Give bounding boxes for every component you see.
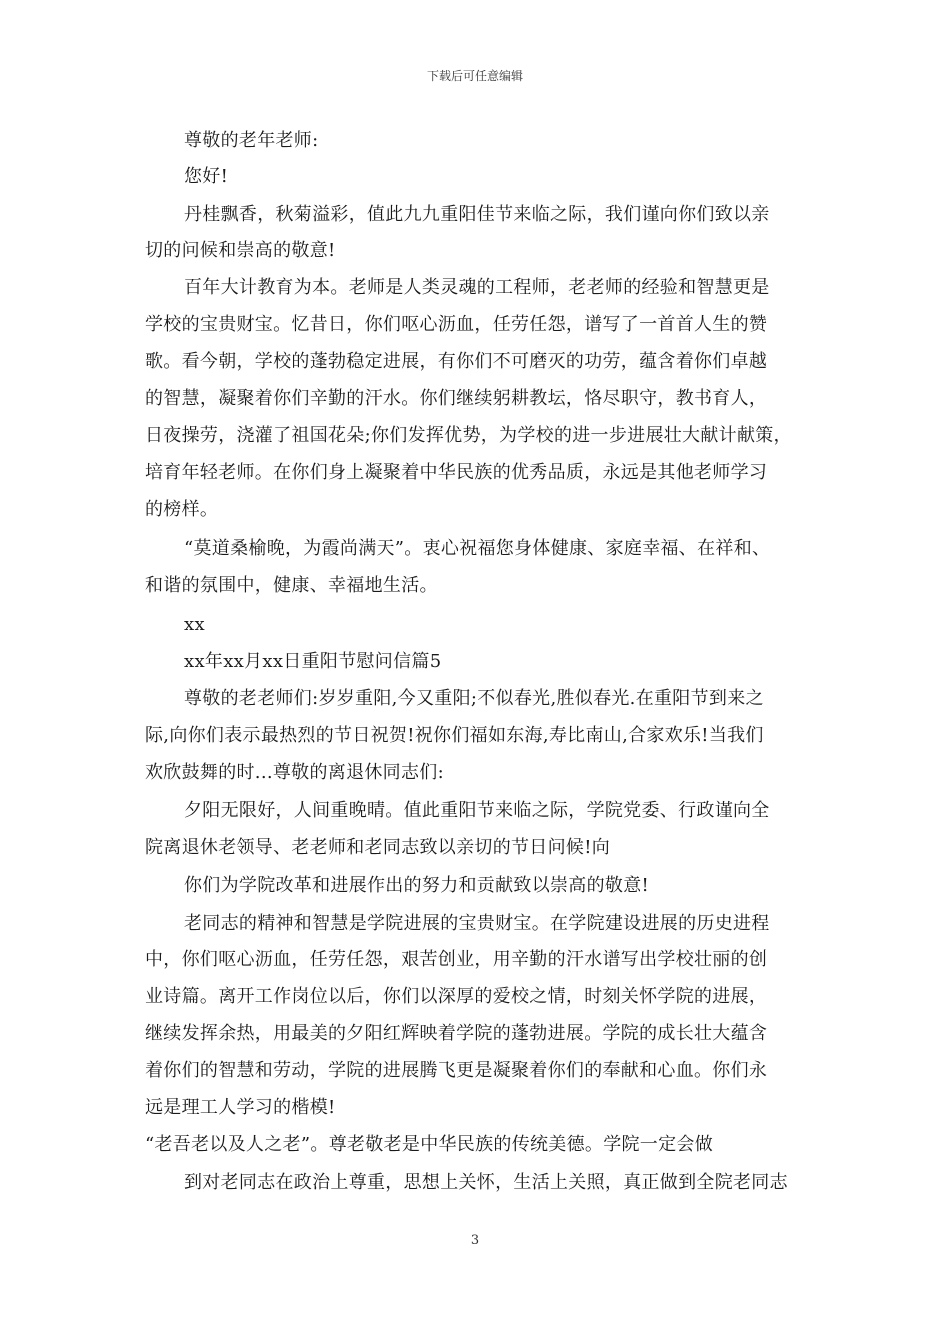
text-line: 中，你们呕心沥血，任劳任怨，艰苦创业，用辛勤的汗水谱写出学校壮丽的创 xyxy=(145,949,768,970)
text-line: 切的问候和崇高的敬意! xyxy=(145,240,336,261)
text-line: 的榜样。 xyxy=(145,499,219,520)
text-line: 院离退休老领导、老老师和老同志致以亲切的节日问候!向 xyxy=(145,837,611,858)
text-line: 继续发挥余热，用最美的夕阳红辉映着学院的蓬勃进展。学院的成长壮大蕴含 xyxy=(145,1023,768,1044)
text-line: “莫道桑榆晚，为霞尚满天”。衷心祝福您身体健康、家庭幸福、在祥和、 xyxy=(184,538,771,559)
text-line: 夕阳无限好，人间重晚晴。值此重阳节来临之际，学院党委、行政谨向全 xyxy=(184,800,770,821)
text-line: 欢欣鼓舞的时...尊敬的离退休同志们: xyxy=(145,762,444,783)
text-line: 和谐的氛围中，健康、幸福地生活。 xyxy=(145,575,438,596)
text-line: 业诗篇。离开工作岗位以后，你们以深厚的爱校之情，时刻关怀学院的进展， xyxy=(145,986,768,1007)
text-line: 远是理工人学习的楷模! xyxy=(145,1097,336,1118)
page-header: 下载后可任意编辑 xyxy=(426,69,523,83)
text-line: 际,向你们表示最热烈的节日祝贺!祝你们福如东海,寿比南山,合家欢乐!当我们 xyxy=(145,725,764,746)
text-line: 的智慧，凝聚着你们辛勤的汗水。你们继续躬耕教坛，恪尽职守，教书育人， xyxy=(145,388,768,409)
date-title: xx年xx月xx日重阳节慰问信篇5 xyxy=(184,651,442,672)
text-line: 丹桂飘香，秋菊溢彩，值此九九重阳佳节来临之际，我们谨向你们致以亲 xyxy=(184,204,770,225)
salutation: 尊敬的老年老师: xyxy=(184,130,319,151)
text-line: 培育年轻老师。在你们身上凝聚着中华民族的优秀品质，永远是其他老师学习 xyxy=(145,462,768,483)
text-line: 百年大计教育为本。老师是人类灵魂的工程师，老老师的经验和智慧更是 xyxy=(184,277,770,298)
text-line: 歌。看今朝，学校的蓬勃稳定进展，有你们不可磨灭的功劳，蕴含着你们卓越 xyxy=(145,351,768,372)
text-line: 着你们的智慧和劳动，学院的进展腾飞更是凝聚着你们的奉献和心血。你们永 xyxy=(145,1060,768,1081)
signature: xx xyxy=(184,614,205,635)
text-line: 你们为学院改革和进展作出的努力和贡献致以崇高的敬意! xyxy=(184,875,650,896)
text-line: 老同志的精神和智慧是学院进展的宝贵财宝。在学院建设进展的历史进程 xyxy=(184,913,770,934)
text-line: 尊敬的老老师们:岁岁重阳,今又重阳;不似春光,胜似春光.在重阳节到来之 xyxy=(184,688,764,709)
page-number: 3 xyxy=(470,1233,480,1248)
greeting: 您好! xyxy=(184,166,229,187)
text-line: 到对老同志在政治上尊重，思想上关怀，生活上关照，真正做到全院老同志 xyxy=(184,1172,788,1193)
text-line: 学校的宝贵财宝。忆昔日，你们呕心沥血，任劳任怨，谱写了一首首人生的赞 xyxy=(145,314,768,335)
text-line: 日夜操劳，浇灌了祖国花朵;你们发挥优势，为学校的进一步进展壮大献计献策， xyxy=(145,425,792,446)
text-line: “老吾老以及人之老”。尊老敬老是中华民族的传统美德。学院一定会做 xyxy=(145,1134,714,1155)
